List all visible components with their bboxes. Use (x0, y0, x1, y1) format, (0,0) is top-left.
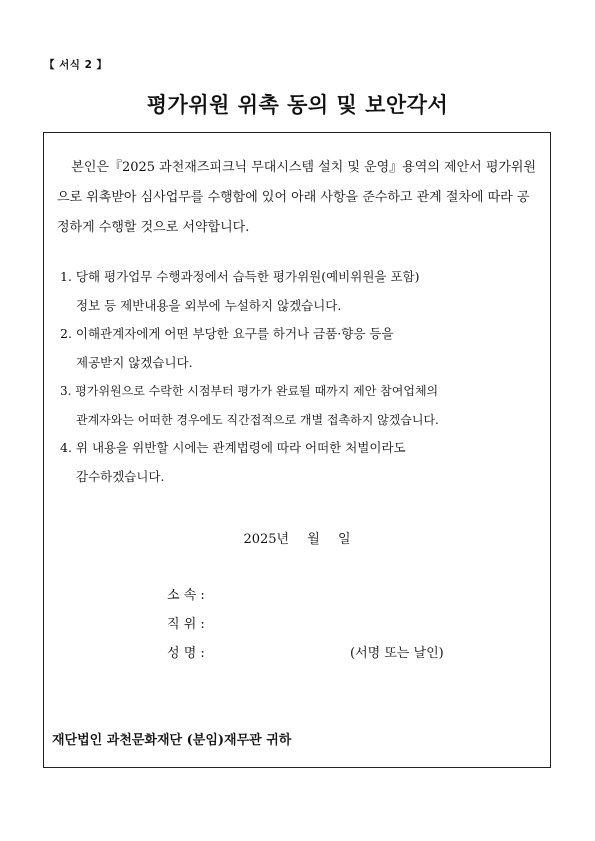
pledge-item (60, 263, 540, 320)
signer-block (167, 581, 547, 668)
pledge-item (60, 320, 540, 377)
pledge-items (60, 263, 540, 491)
name-label: 성 명 : (167, 646, 205, 661)
date-day: 일 (337, 532, 351, 547)
position-row (167, 610, 547, 639)
date-month: 월 (307, 532, 320, 547)
name-row (167, 639, 547, 668)
date-year: 2025년 (243, 532, 290, 547)
form-number-tag: 【 서식 2 】 (44, 59, 108, 71)
pledge-item-text: 3. 평가위원으로 수락한 시점부터 평가가 완료될 때까지 제안 참여업체의 (60, 384, 439, 398)
affiliation-label: 소 속 : (167, 588, 205, 603)
pledge-item-text: 4. 위 내용을 위반할 시에는 관계법령에 따라 어떠한 처벌이라도 (60, 440, 406, 455)
pledge-item-continuation: 관계자와는 어떠한 경우에도 직간접적으로 개별 접촉하지 않겠습니다. (76, 412, 439, 427)
affiliation-row (167, 581, 547, 610)
document-title: 평가위원 위촉 동의 및 보안각서 (146, 93, 449, 117)
pledge-item-continuation: 정보 등 제반내용을 외부에 누설하지 않겠습니다. (76, 297, 342, 313)
pledge-item (60, 377, 540, 434)
pledge-intro: 본인은『2025 과천재즈피크닉 무대시스템 설치 및 운영』용역의 제안서 평가위원으로 위촉받아 심사업무를 수행함에 있어 아래 사항을 준수하고 관계 절차에 따라 공정하게 수행할 것으로 서약합니다. (57, 160, 537, 235)
pledge-item (60, 434, 540, 491)
pledge-item-text: 1. 당해 평가업무 수행과정에서 습득한 평가위원(예비위원을 포함) (60, 269, 420, 284)
recipient-line: 재단법인 과천문화재단 (분임)재무관 귀하 (52, 733, 292, 748)
signature-note: (서명 또는 날인) (350, 646, 444, 661)
pledge-item-continuation: 제공받지 않겠습니다. (76, 354, 193, 370)
position-label: 직 위 : (167, 617, 205, 632)
pledge-box (43, 132, 551, 768)
date-line (44, 528, 550, 547)
pledge-item-continuation: 감수하겠습니다. (76, 468, 165, 484)
pledge-item-text: 2. 이해관계자에게 어떤 부당한 요구를 하거나 금품·향응 등을 (60, 326, 394, 341)
